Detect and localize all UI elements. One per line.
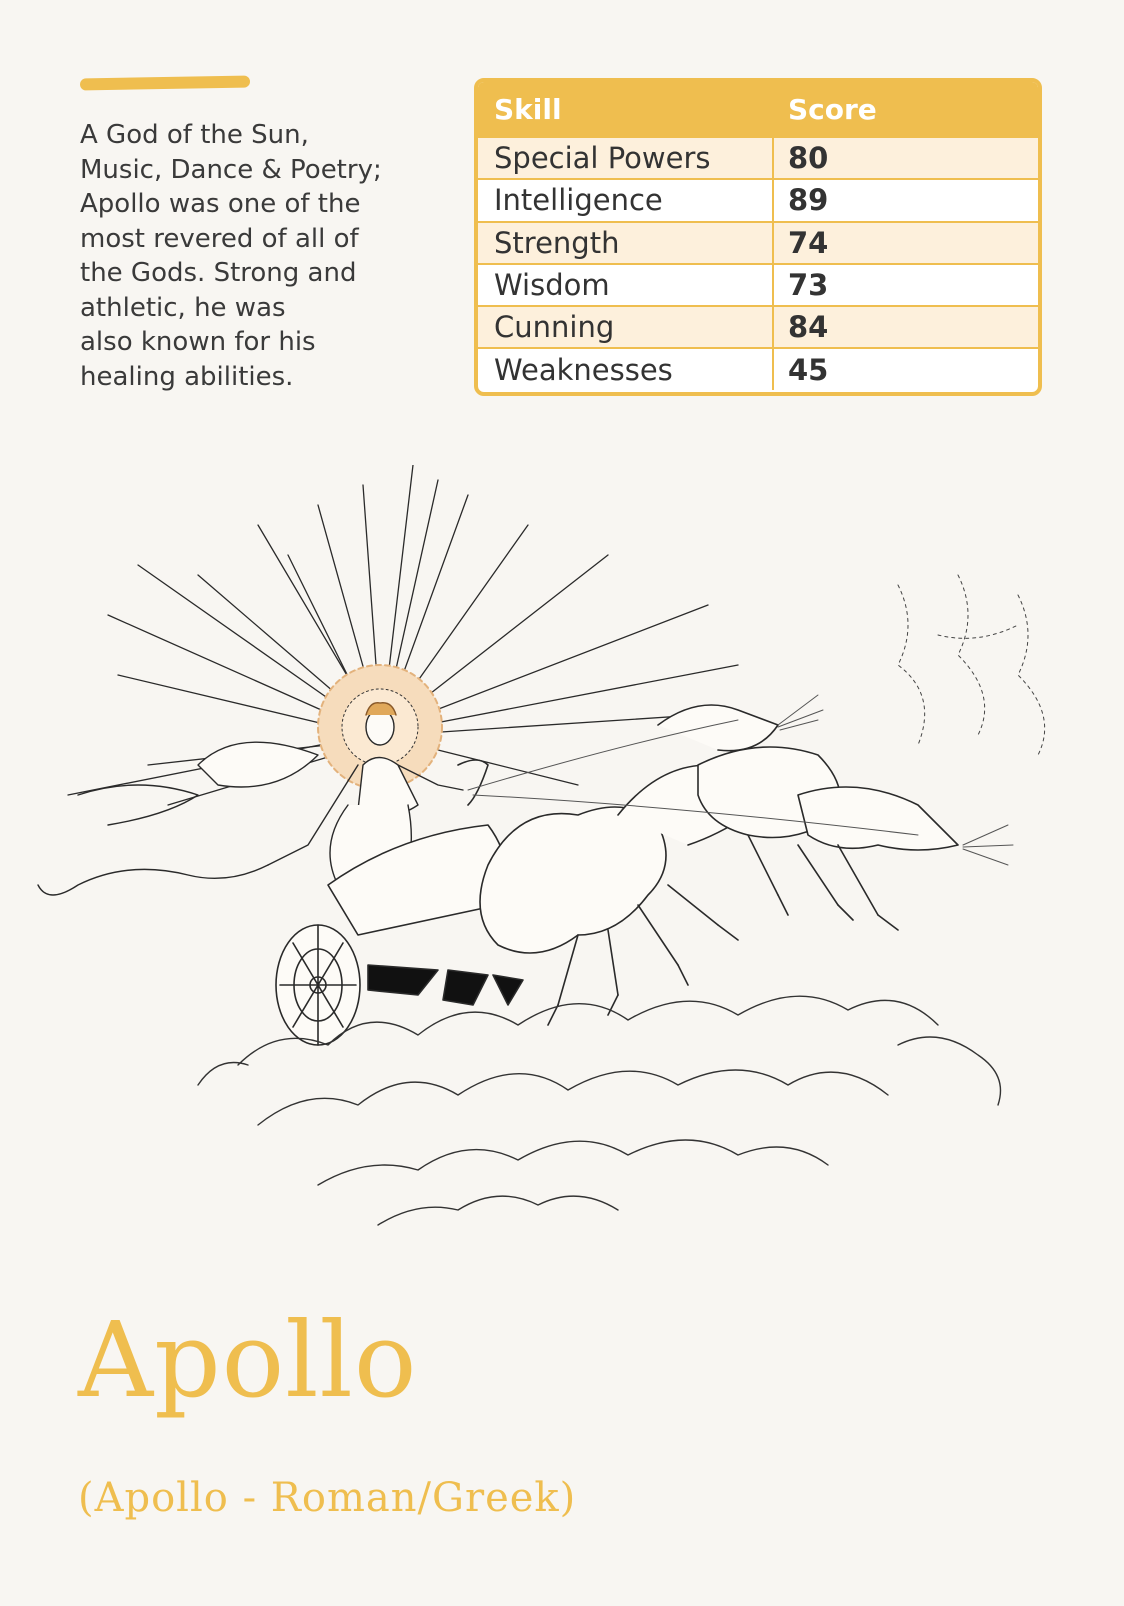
table-row — [478, 347, 1038, 389]
score-cell: 89 — [788, 183, 829, 218]
character-description: A God of the Sun, Music, Dance & Poetry; Apollo was one of the most revered of all of the Gods. Strong and athletic, he was also known for his healing abilities. — [80, 120, 382, 392]
cloud-wisps — [898, 575, 1045, 755]
apollo-chariot-illustration — [18, 465, 1108, 1255]
skill-cell: Cunning — [478, 307, 774, 347]
table-row — [478, 305, 1038, 347]
score-cell: 45 — [788, 352, 829, 387]
skill-cell: Wisdom — [478, 265, 774, 305]
skill-cell: Weaknesses — [478, 349, 774, 389]
skill-score-table — [474, 78, 1042, 396]
character-subtitle: (Apollo - Roman/Greek) — [78, 1475, 577, 1521]
table-row — [478, 221, 1038, 263]
table-body — [478, 136, 1038, 390]
table-row — [478, 263, 1038, 305]
skill-column-header: Skill — [494, 92, 562, 126]
score-cell: 80 — [788, 141, 829, 176]
accent-brush-stroke — [80, 76, 250, 91]
table-header — [478, 82, 1038, 136]
score-cell: 84 — [788, 310, 829, 345]
score-cell: 74 — [788, 225, 829, 260]
skill-cell: Special Powers — [478, 138, 774, 178]
skill-cell: Intelligence — [478, 180, 774, 220]
character-name: Apollo — [78, 1299, 418, 1421]
score-cell: 73 — [788, 268, 829, 303]
horses — [480, 705, 958, 1025]
skill-cell: Strength — [478, 223, 774, 263]
table-row — [478, 178, 1038, 220]
score-column-header: Score — [788, 92, 877, 126]
table-row — [478, 136, 1038, 178]
